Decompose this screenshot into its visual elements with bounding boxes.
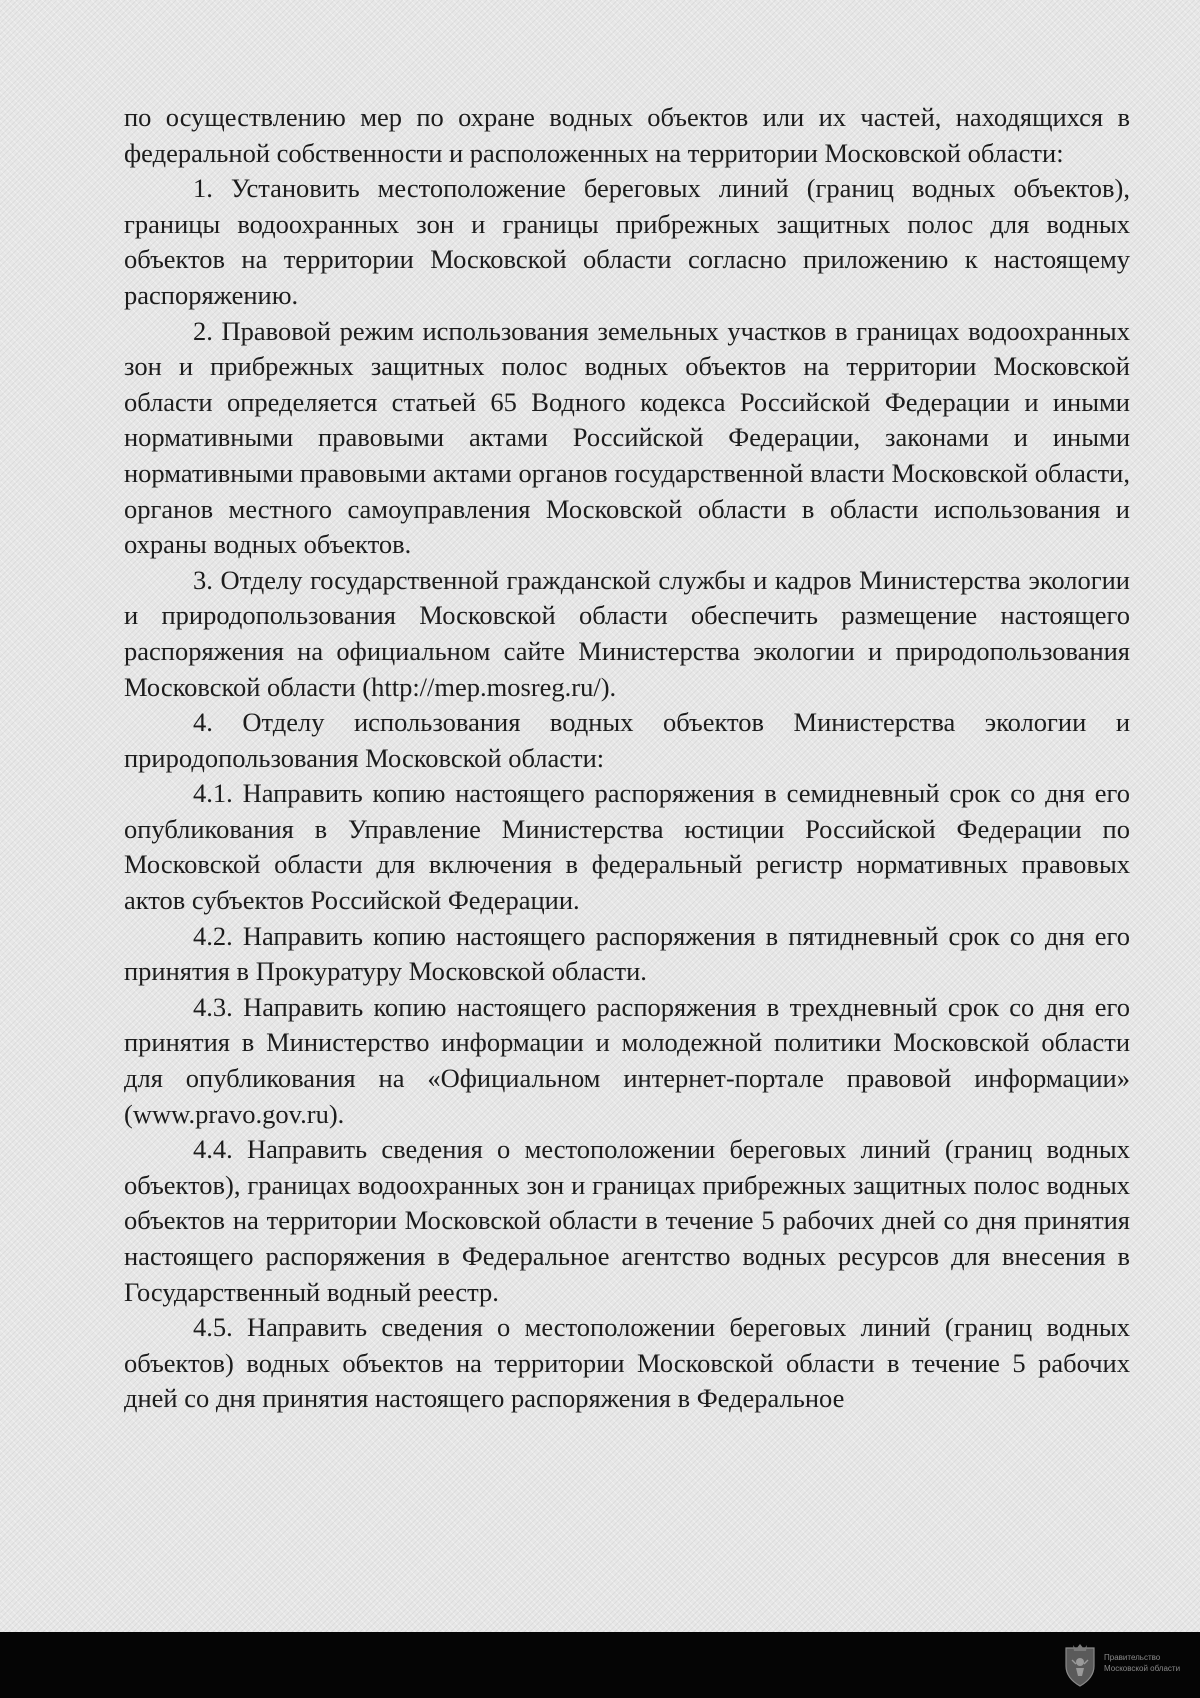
footer-bar xyxy=(0,1632,1200,1698)
paragraph-item-2: 2. Правовой режим использования земельных участков в границах водоохранных зон и прибрежных защитных полос водных объектов на территории Московской области определяется статьей 65 Водного кодекса Российской Федерации и иными нормативными правовыми актами Российской Федерации, законами и иными нормативными правовыми актами органов государственной власти Московской области, органов местного самоуправления Московской области в области использования и охраны водных объектов. xyxy=(124,315,1130,560)
document-body xyxy=(124,100,1130,1417)
footer-label xyxy=(1104,1652,1196,1674)
paragraph-item-4-1: 4.1. Направить копию настоящего распоряжения в семидневный срок со дня его опубликования в Управление Министерства юстиции Российской Федерации по Московской области для включения в федеральный регистр нормативных правовых актов субъектов Российской Федерации. xyxy=(124,778,1130,916)
paragraph-item-4: 4. Отделу использования водных объектов Министерства экологии и природопользования Московской области: xyxy=(124,707,1130,773)
paragraph-intro: по осуществлению мер по охране водных объектов или их частей, находящихся в федеральной собственности и расположенных на территории Московской области: xyxy=(124,102,1130,168)
paragraph-item-4-4: 4.4. Направить сведения о местоположении береговых линий (границ водных объектов), границах водоохранных зон и границах прибрежных защитных полос водных объектов на территории Московской области в течение 5 рабочих дней со дня принятия настоящего распоряжения в Федеральное агентство водных ресурсов для внесения в Государственный водный реестр. xyxy=(124,1134,1130,1307)
footer-label-line-2: Московской области xyxy=(1104,1664,1181,1673)
footer-label-line-1: Правительство xyxy=(1104,1653,1161,1662)
paragraph-item-4-2: 4.2. Направить копию настоящего распоряжения в пятидневный срок со дня его принятия в Прокуратуру Московской области. xyxy=(124,920,1130,987)
coat-of-arms-icon xyxy=(1060,1642,1100,1688)
paragraph-item-3: 3. Отделу государственной гражданской службы и кадров Министерства экологии и природопользования Московской области обеспечить размещение настоящего распоряжения на официальном сайте Министерства экологии и природопользования Московской области (http://mep.mosreg.ru/). xyxy=(124,564,1130,702)
paragraph-item-1: 1. Установить местоположение береговых линий (границ водных объектов), границы водоохранных зон и границы прибрежных защитных полос для водных объектов на территории Московской области согласно приложению к настоящему распоряжению. xyxy=(124,173,1130,310)
paragraph-item-4-5: 4.5. Направить сведения о местоположении береговых линий (границ водных объектов) водных объектов на территории Московской области в течение 5 рабочих дней со дня принятия настоящего распоряжения в Федеральное xyxy=(124,1312,1130,1414)
paragraph-item-4-3: 4.3. Направить копию настоящего распоряжения в трехдневный срок со дня его принятия в Министерство информации и молодежной политики Московской области для опубликования на «Официальном интернет-портале правовой информации» (www.pravo.gov.ru). xyxy=(124,991,1130,1129)
